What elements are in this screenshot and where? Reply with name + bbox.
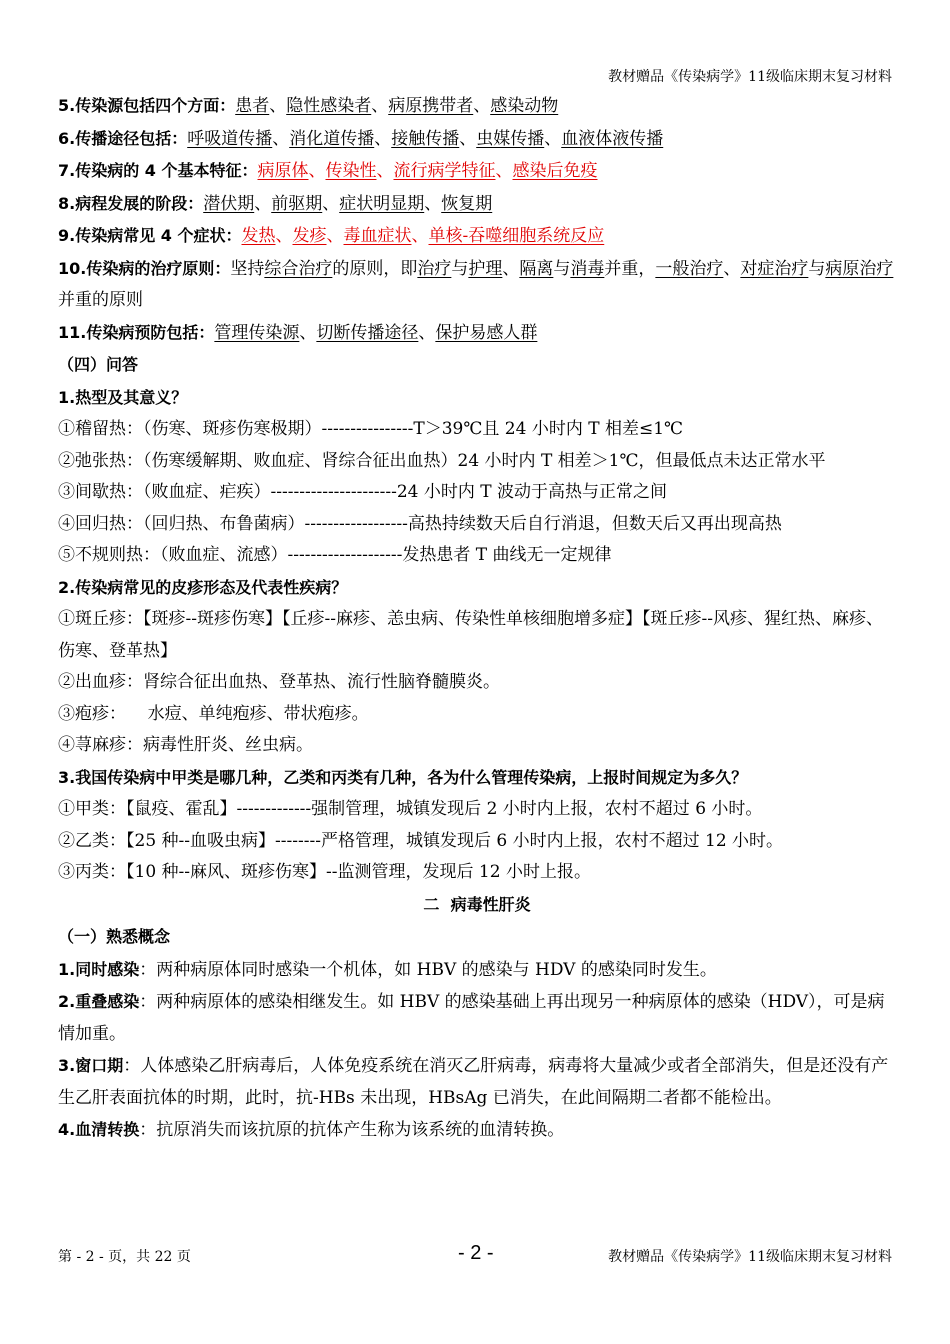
page-content <box>58 90 896 1147</box>
page-header: 教材赠品《传染病学》11级临床期末复习材料 <box>608 69 892 85</box>
section-qa-heading: （四）问答 <box>58 355 139 374</box>
answer-2-line: ③疱疹： 水痘、单纯疱疹、带状疱疹。 <box>58 703 369 724</box>
answer-1-line: ④回归热：（回归热、布鲁菌病）------------------高热持续数天后自行消退，但数天后又再出现高热 <box>58 513 782 534</box>
footer-title: 教材赠品《传染病学》11级临床期末复习材料 <box>608 1249 892 1265</box>
answer-2-line: ①斑丘疹：【斑疹--斑疹伤寒】【丘疹--麻疹、恙虫病、传染性单核细胞增多症】【斑丘疹--风疹、猩红热、麻疹、伤寒、登革热】 <box>58 609 883 661</box>
answer-1-line: ①稽留热：（伤寒、斑疹伤寒极期）----------------T＞39℃且 24 小时内 T 相差≤1℃ <box>58 419 684 439</box>
answer-1-line: ⑤不规则热：（败血症、流感）--------------------发热患者 T 曲线无一定规律 <box>58 545 612 565</box>
item-6: 6.传播途径包括：呼吸道传播、消化道传播、接触传播、虫媒传播、血液体液传播 <box>58 128 664 149</box>
answer-3-line: ③丙类：【10 种--麻风、斑疹伤寒】--监测管理，发现后 12 小时上报。 <box>58 862 591 882</box>
page-footer <box>58 1242 892 1268</box>
answer-2-line: ②出血疹：肾综合征出血热、登革热、流行性脑脊髓膜炎。 <box>58 672 500 692</box>
answer-2-line: ④荨麻疹：病毒性肝炎、丝虫病。 <box>58 735 313 755</box>
footer-page-number: - 2 - <box>458 1242 494 1264</box>
question-2: 2.传染病常见的皮疹形态及代表性疾病？ <box>58 577 348 597</box>
answer-3-line: ②乙类：【25 种--血吸虫病】--------严格管理，城镇发现后 6 小时内上报，农村不超过 12 小时。 <box>58 830 784 851</box>
section-concepts-heading: （一）熟悉概念 <box>58 927 171 946</box>
question-3: 3.我国传染病中甲类是哪几种，乙类和丙类有几种，各为什么管理传染病，上报时间规定为多久？ <box>58 767 748 787</box>
item-5: 5.传染源包括四个方面：患者、隐性感染者、病原携带者、感染动物 <box>58 96 559 116</box>
item-11: 11.传染病预防包括：管理传染源、切断传播途径、保护易感人群 <box>58 322 538 343</box>
chapter-title: 二 病毒性肝炎 <box>423 894 531 914</box>
item-10: 10.传染病的治疗原则：坚持综合治疗的原则，即治疗与护理、隔离与消毒并重，一般治疗、对症治疗与病原治疗并重的原则 <box>58 258 894 310</box>
definition-item: 3.窗口期：人体感染乙肝病毒后，人体免疫系统在消灭乙肝病毒，病毒将大量减少或者全部消失，但是还没有产生乙肝表面抗体的时期，此时，抗-HBs 未出现，HBsAg 已消失，在此间隔期二者都不能检出。 <box>58 1056 889 1108</box>
definition-item: 2.重叠感染：两种病原体的感染相继发生。如 HBV 的感染基础上再出现另一种病原体的感染（HDV），可是病情加重。 <box>58 992 885 1044</box>
item-7: 7.传染病的 4 个基本特征：病原体、传染性、流行病学特征、感染后免疫 <box>58 161 598 181</box>
item-8: 8.病程发展的阶段：潜伏期、前驱期、症状明显期、恢复期 <box>58 193 493 214</box>
definition-item: 4.血清转换：抗原消失而该抗原的抗体产生称为该系统的血清转换。 <box>58 1120 565 1140</box>
question-1: 1.热型及其意义？ <box>58 387 188 407</box>
footer-page-count: 第 - 2 - 页，共 22 页 <box>58 1249 191 1265</box>
answer-1-line: ②弛张热：（伤寒缓解期、败血症、肾综合征出血热）24 小时内 T 相差＞1℃，但最低点未达正常水平 <box>58 450 826 471</box>
definition-item: 1.同时感染：两种病原体同时感染一个机体，如 HBV 的感染与 HDV 的感染同时发生。 <box>58 959 717 980</box>
answer-1-line: ③间歇热：（败血症、疟疾）----------------------24 小时内 T 波动于高热与正常之间 <box>58 482 668 502</box>
answer-3-line: ①甲类：【鼠疫、霍乱】-------------强制管理，城镇发现后 2 小时内上报，农村不超过 6 小时。 <box>58 799 763 819</box>
item-9: 9.传染病常见 4 个症状：发热、发疹、毒血症状、单核-吞噬细胞系统反应 <box>58 226 605 246</box>
